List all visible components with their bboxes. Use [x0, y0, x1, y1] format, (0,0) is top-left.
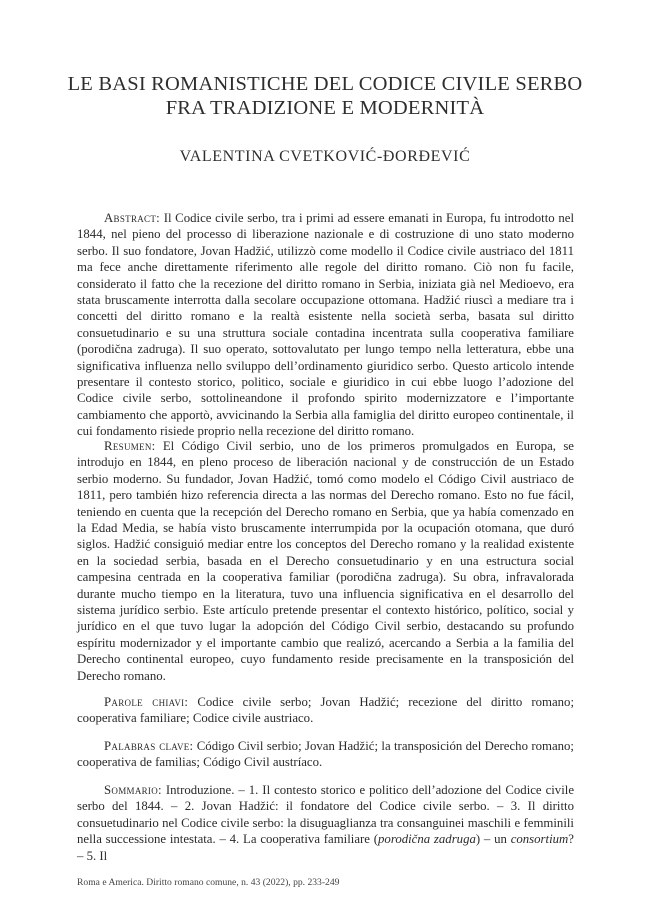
- keywords-spanish-section: [77, 738, 574, 771]
- abstract-label: Abstract:: [104, 211, 161, 225]
- abstract-paragraph: [77, 210, 574, 440]
- resumen-text: El Código Civil serbio, uno de los primeros promulgados en Europa, se introdujo en 1844, en pleno proceso de liberación nacional y de construcción de un Estado serbio moderno. Su fundador, Jovan Hadžić, tomó como modelo el Código Civil austriaco de 1811, pero también hizo referencia directa a las normas del Derecho romano. Esto no fue fácil, teniendo en cuenta que la recepción del Derecho romano en Serbia, que ya había comenzado en la Edad Media, se había visto bruscamente interrumpida por la ocupación otomana, que duró siglos. Hadžić consiguió mediar entre los conceptos del Derecho romano y la realidad existente en la sociedad serbia, basada en el Derecho consuetudinario y en una estructura social campesina centrada en la cooperativa familiar (porodična zadruga). Su obra, infravalorada durante mucho tiempo en la literatura, tuvo una influencia significativa en el desarrollo del sistema jurídico serbio. Este artículo pretende presentar el contexto histórico, político, social y jurídico en el que tuvo lugar la adopción del Código Civil serbio, destacando su profundo espíritu modernizador y el importante cambio que realizó, acercando a Serbia a la familia del Derecho continental europeo, cuyo fundamento reside precisamente en la transposición del Derecho romano.: [77, 439, 574, 683]
- sommario-italic-term-1: porodična zadruga: [378, 832, 476, 847]
- sommario-text-a: Introduzione. – 1. Il contesto storico e politico dell’adozione del Codice civile serbo del 1844. – 2. Jovan Hadžić: il fondatore del Codice civile serbo. – 3. Il diritto consuetudinario nel Codice civile serbo: la disuguaglianza tra consanguinei maschili e femminili nella successione intestata. – 4. La cooperativa familiare (: [77, 783, 574, 847]
- sommario-text-c: ? – 5. Il: [77, 832, 574, 863]
- abstract-section: [77, 210, 574, 440]
- sommario-label: Sommario:: [104, 783, 162, 797]
- sommario-italic-term-2: consortium: [510, 832, 569, 847]
- resumen-section: [77, 438, 574, 684]
- keywords-italian-text: Codice civile serbo; Jovan Hadžić; recezione del diritto romano; cooperativa familiare; Codice civile austriaco.: [77, 695, 575, 726]
- keywords-italian-section: [77, 694, 574, 727]
- keywords-spanish-label: Palabras clave:: [104, 739, 194, 753]
- article-title: [40, 72, 610, 120]
- keywords-italian-paragraph: [77, 694, 574, 727]
- sommario-section: [77, 782, 574, 864]
- article-title-line-2: FRA TRADIZIONE E MODERNITÀ: [165, 97, 485, 119]
- resumen-label: Resumen:: [104, 439, 156, 453]
- keywords-spanish-text: Código Civil serbio; Jovan Hadžić; la transposición del Derecho romano; cooperativa de familias; Código Civil austríaco.: [77, 739, 574, 770]
- sommario-text-b: ) – un: [475, 832, 511, 847]
- author-name: VALENTINA CVETKOVIĆ-ĐORĐEVIĆ: [179, 148, 471, 165]
- sommario-paragraph: [77, 782, 574, 864]
- journal-citation-footer: Roma e America. Diritto romano comune, n. 43 (2022), pp. 233-249: [77, 877, 340, 888]
- abstract-text: Il Codice civile serbo, tra i primi ad essere emanati in Europa, fu introdotto nel 1844, nel pieno del processo di liberazione nazionale e di costruzione di uno stato moderno serbo. Il suo fondatore, Jovan Hadžić, utilizzò come modello il Codice civile austriaco del 1811 ma fece anche direttamente riferimento alle regole del diritto romano. Ciò non fu facile, considerato il fatto che la recezione del diritto romano in Serbia, iniziata già nel Medioevo, era stata bruscamente interrotta dalla secolare occupazione ottomana. Hadžić riuscì a mediare tra i concetti del diritto romano e la realtà esistente nella società serba, basata sul diritto consuetudinario e su una struttura sociale contadina incentrata sulla cooperativa familiare (porodična zadruga). Il suo operato, sottovalutato per lungo tempo nella letteratura, ebbe una significativa influenza nello sviluppo dell’ordinamento giuridico serbo. Questo articolo intende presentare il contesto storico, politico, sociale e giuridico in cui ebbe luogo l’adozione del Codice civile serbo, sottolineandone il profondo spirito modernizzatore e l’importante cambiamento che apportò, avvicinando la Serbia alla famiglia del diritto europeo continentale, il cui fondamento risiede proprio nella recezione del diritto romano.: [77, 211, 574, 439]
- article-title-line-1: LE BASI ROMANISTICHE DEL CODICE CIVILE SERBO: [67, 73, 583, 95]
- keywords-italian-label: Parole chiavi:: [104, 695, 189, 709]
- resumen-paragraph: [77, 438, 574, 684]
- keywords-spanish-paragraph: [77, 738, 574, 771]
